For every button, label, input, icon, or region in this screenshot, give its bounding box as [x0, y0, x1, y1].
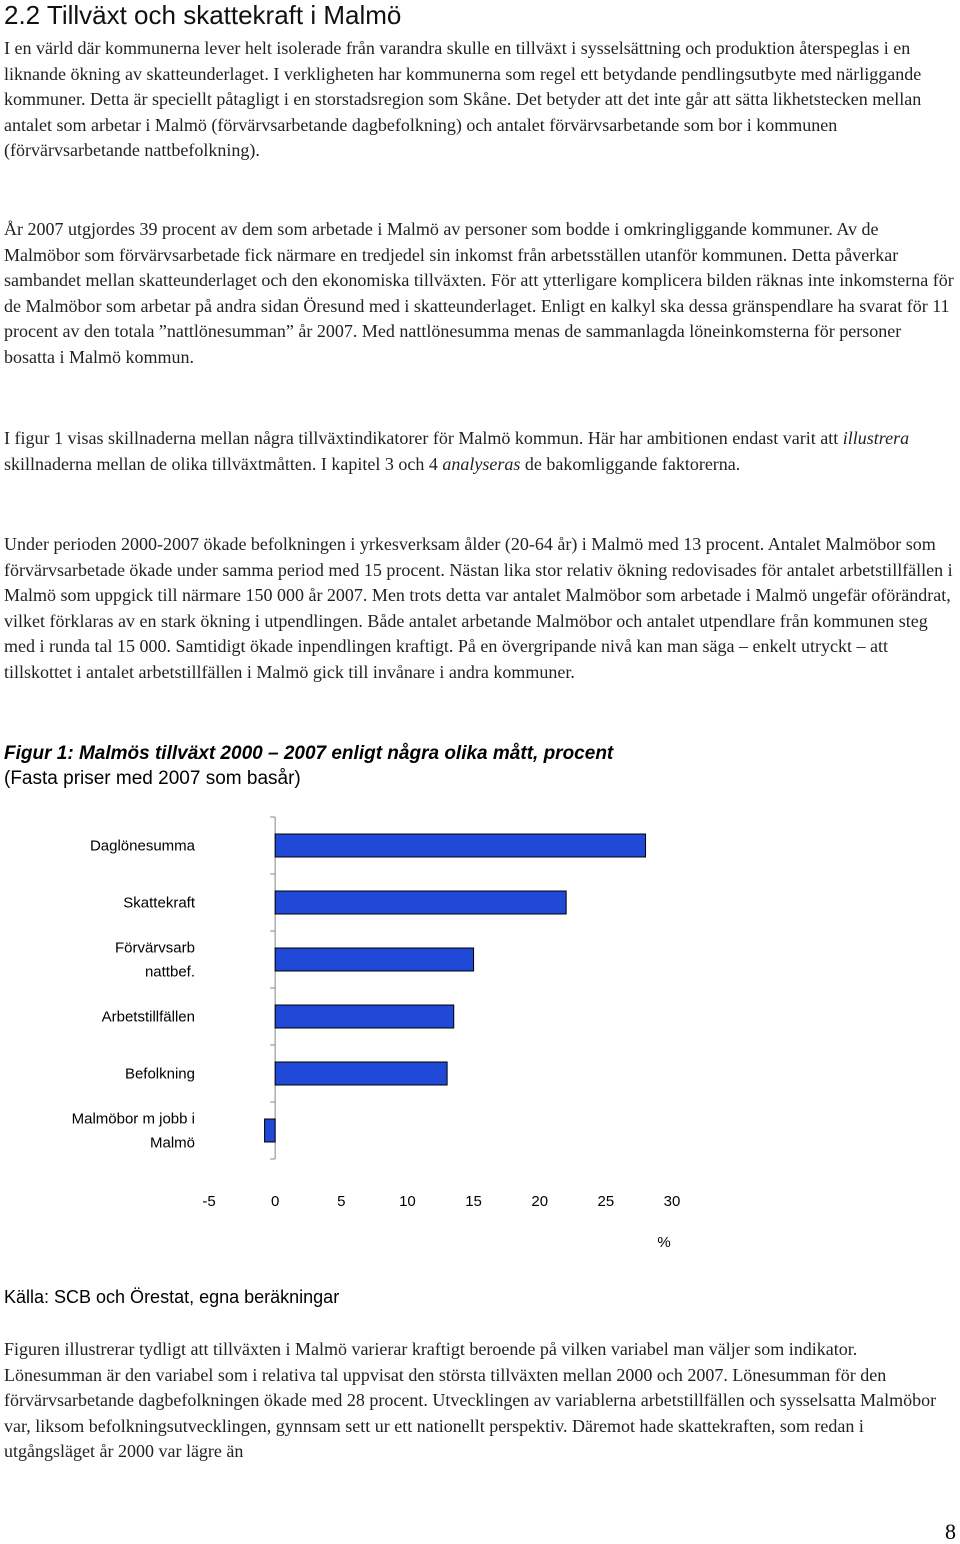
- category-label: nattbef.: [144, 963, 195, 981]
- paragraph-4: [4, 532, 958, 686]
- x-tick-label: 30: [663, 1193, 681, 1210]
- category-label: Malmöbor m jobb i: [71, 1110, 195, 1128]
- figure-source: Källa: SCB och Örestat, egna beräkningar: [4, 1287, 340, 1307]
- x-tick-label: -5: [202, 1193, 216, 1210]
- emphasis-text: illustrera: [842, 428, 910, 448]
- bar-chart: [0, 815, 960, 1255]
- paragraph-text: de bakomliggande faktorerna.: [520, 453, 741, 474]
- category-label: Skattekraft: [123, 894, 195, 912]
- x-tick-label: 5: [337, 1193, 346, 1210]
- bar: [275, 948, 473, 971]
- bar: [275, 834, 645, 857]
- paragraph-text: skillnaderna mellan de olika tillväxtmåtten. I kapitel 3 och 4: [4, 428, 914, 474]
- category-label: Daglönesumma: [89, 837, 195, 855]
- category-label: Malmö: [149, 1134, 195, 1152]
- bar: [265, 1119, 276, 1142]
- bar: [275, 1005, 454, 1028]
- paragraph-text: I figur 1 visas skillnaderna mellan några tillväxtindikatorer för Malmö kommun. Här har ambitionen endast varit att: [4, 428, 843, 448]
- x-tick-label: 10: [399, 1193, 416, 1210]
- bar: [275, 1062, 447, 1085]
- emphasis-text: analyseras: [442, 453, 521, 474]
- paragraph-1: [4, 36, 954, 164]
- x-axis-label: %: [657, 1234, 671, 1251]
- paragraph-2: [4, 217, 959, 371]
- paragraph-text: Under perioden 2000-2007 ökade befolkningen i yrkesverksam ålder (20-64 år) i Malmö med 13 procent. Antalet Malmöbor som förvärvsarbetade ökade under samma period med 15 procent. Nästan lika stor relativ ökning redovisades för antalet arbetstillfällen i Malmö som uppgick till närmare 150 000 år 2007. Men trots detta var antalet Malmöbor som arbetade i Malmö ungefär oförändrat, vilket förklaras av en stark ökning i utpendlingen. Både antalet arbetande Malmöbor och antalet utpendlare från kommunen steg med i runda tal 15 000. Samtidigt ökade inpendlingen kraftigt. På en övergripande nivå kan man säga – enkelt utryckt – att tillskottet i antalet arbetstillfällen i Malmö gick till invånare i andra kommuner.: [4, 534, 958, 682]
- x-tick-label: 25: [597, 1193, 615, 1210]
- category-label: Förvärvsarb: [114, 939, 195, 957]
- paragraph-3: [4, 426, 954, 477]
- paragraph-5: [4, 1337, 954, 1465]
- paragraph-text: År 2007 utgjordes 39 procent av dem som arbetade i Malmö av personer som bodde i omkringliggande kommuner. Av de Malmöbor som förvärvsarbetade fick närmare en tredjedel sin inkomst från arbetsställen utanför kommunen. Detta påverkar sambandet mellan skatteunderlaget och den ekonomiska tillväxten. För att ytterligare komplicera bilden räknas inte inkomsterna för de Malmöbor som arbetar på andra sidan Öresund med i skatteunderlaget. Enligt en kalkyl ska dessa gränspendlare ha svarat för 11 procent av den totala ”nattlönesumman” år 2007. Med nattlönesumma menas de sammanlagda löneinkomsterna för personer bosatta i Malmö kommun.: [4, 219, 959, 367]
- category-label: Arbetstillfällen: [101, 1008, 195, 1026]
- figure-subtitle: (Fasta priser med 2007 som basår): [4, 768, 301, 789]
- x-tick-label: 0: [270, 1193, 280, 1210]
- figure-title: Figur 1: Malmös tillväxt 2000 – 2007 enligt några olika mått, procent: [4, 743, 614, 764]
- section-heading: 2.2 Tillväxt och skattekraft i Malmö: [4, 0, 402, 30]
- x-tick-label: 15: [465, 1193, 482, 1210]
- category-label: Befolkning: [124, 1065, 195, 1083]
- x-tick-label: 20: [531, 1193, 549, 1210]
- bar: [275, 891, 566, 914]
- paragraph-text: I en värld där kommunerna lever helt isolerade från varandra skulle en tillväxt i sysselsättning och produktion återspeglas i en liknande ökning av skatteunderlaget. I verkligheten har kommunerna som regel ett betydande pendlingsutbyte med närliggande kommuner. Detta är speciellt påtagligt i en storstadsregion som Skåne. Det betyder att det inte går att sätta likhetstecken mellan antalet som arbetar i Malmö (förvärvsarbetande dagbefolkning) och antalet förvärvsarbetande som bor i kommunen (förvärvsarbetande nattbefolkning).: [4, 38, 926, 161]
- page-number: 8: [945, 1519, 956, 1544]
- paragraph-text: Figuren illustrerar tydligt att tillväxten i Malmö varierar kraftigt beroende på vilken variabel man väljer som indikator. Lönesumman är den variabel som i relativa tal uppvisat den största tillväxten mellan 2000 och 2007. Lönesumman för den förvärvsarbetande dagbefolkningen ökade med 28 procent. Utvecklingen av variablerna arbetstillfällen och sysselsatta Malmöbor var, liksom befolkningsutvecklingen, gynnsam sett ur ett nationellt perspektiv. Däremot hade skattekraften, som redan i utgångsläget år 2000 var lägre än: [4, 1339, 941, 1462]
